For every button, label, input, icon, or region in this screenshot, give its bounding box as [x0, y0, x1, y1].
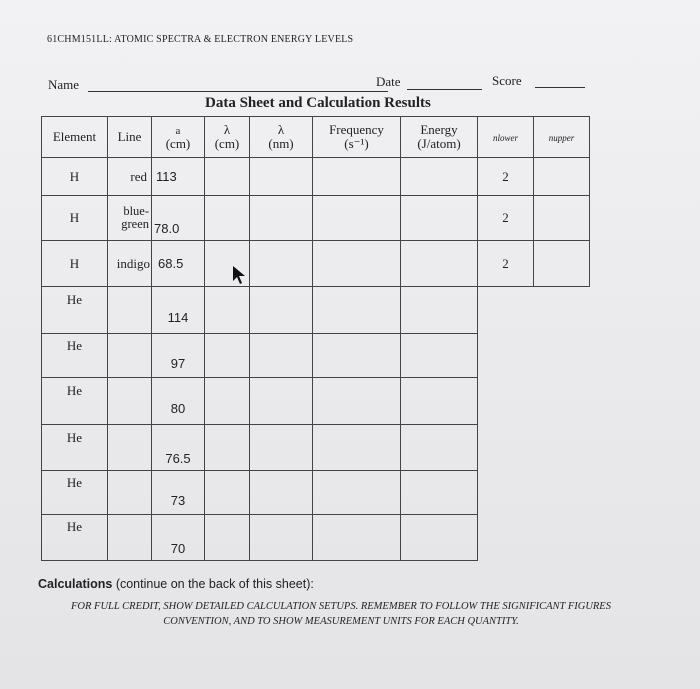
table-row [42, 378, 590, 425]
cell-line [108, 378, 152, 425]
cell-frequency [313, 158, 401, 196]
cell-line: red [108, 158, 152, 196]
cell-a: 73 [152, 471, 205, 515]
cell-a: 78.0 [152, 196, 205, 241]
table-row [42, 334, 590, 378]
cell-lambda-cm [205, 515, 250, 561]
cell-lambda-cm [205, 196, 250, 241]
cell-energy [401, 241, 478, 287]
mouse-pointer-icon [232, 265, 248, 285]
cell-a: 80 [152, 378, 205, 425]
col-a: a (cm) [152, 117, 205, 158]
table-row [42, 196, 590, 241]
cell-element: He [42, 471, 108, 515]
cell-lambda-nm [250, 471, 313, 515]
table-row [42, 515, 590, 561]
cell-lambda-nm [250, 241, 313, 287]
col-line: Line [108, 117, 152, 158]
cell-energy [401, 158, 478, 196]
cell-a: 114 [152, 287, 205, 334]
cell-frequency [313, 287, 401, 334]
table-row [42, 471, 590, 515]
table-row [42, 425, 590, 471]
sheet-title: Data Sheet and Calculation Results [205, 95, 431, 111]
cell-element: H [42, 241, 108, 287]
cell-lambda-nm [250, 425, 313, 471]
cell-lambda-nm [250, 334, 313, 378]
cell-a: 113 [152, 158, 205, 196]
table-row [42, 241, 590, 287]
cell-element: He [42, 378, 108, 425]
score-line [535, 87, 585, 88]
cell-lambda-nm [250, 287, 313, 334]
calculations-paren: (continue on the back of this sheet): [115, 577, 314, 591]
cell-lambda-nm [250, 378, 313, 425]
col-n-lower: nlower [478, 117, 534, 158]
cell-energy [401, 287, 478, 334]
cell-line [108, 425, 152, 471]
calculations-note: FOR FULL CREDIT, SHOW DETAILED CALCULATION SETUPS. REMEMBER TO FOLLOW THE SIGNIFICANT FIGURES CONVENTION, AND TO SHOW MEASUREMENT UNITS FOR EACH QUANTITY. [71, 601, 611, 627]
cell-energy [401, 515, 478, 561]
cell-element: He [42, 425, 108, 471]
header-row [42, 117, 590, 158]
data-table [41, 116, 590, 561]
calculations-label: Calculations [38, 577, 113, 591]
name-label: Name [48, 77, 80, 92]
cell-n-upper [534, 241, 590, 287]
col-n-upper: nupper [534, 117, 590, 158]
name-line [88, 91, 388, 92]
cell-line [108, 287, 152, 334]
cell-n-lower: 2 [478, 241, 534, 287]
cell-lambda-nm [250, 158, 313, 196]
cell-element: H [42, 158, 108, 196]
cell-energy [401, 196, 478, 241]
cell-element: H [42, 196, 108, 241]
cell-energy [401, 471, 478, 515]
col-lambda-cm: λ (cm) [205, 117, 250, 158]
cell-a: 70 [152, 515, 205, 561]
cell-line [108, 515, 152, 561]
cell-frequency [313, 334, 401, 378]
col-energy: Energy (J/atom) [401, 117, 478, 158]
cell-a: 97 [152, 334, 205, 378]
cell-frequency [313, 515, 401, 561]
cell-line [108, 471, 152, 515]
cell-element: He [42, 287, 108, 334]
cell-lambda-nm [250, 196, 313, 241]
cell-frequency [313, 425, 401, 471]
cell-a: 68.5 [152, 241, 205, 287]
cell-line [108, 334, 152, 378]
cell-lambda-cm [205, 287, 250, 334]
col-lambda-nm: λ (nm) [250, 117, 313, 158]
date-label: Date [376, 74, 401, 89]
cell-n-lower: 2 [478, 158, 534, 196]
cell-a: 76.5 [152, 425, 205, 471]
cell-lambda-cm [205, 425, 250, 471]
table-row [42, 287, 590, 334]
cell-frequency [313, 378, 401, 425]
cell-lambda-cm [205, 334, 250, 378]
col-frequency: Frequency (s⁻¹) [313, 117, 401, 158]
table-row [42, 158, 590, 196]
date-line [407, 89, 482, 90]
cell-element: He [42, 334, 108, 378]
col-element: Element [42, 117, 108, 158]
cell-n-upper [534, 158, 590, 196]
cell-element: He [42, 515, 108, 561]
cell-frequency [313, 241, 401, 287]
cell-n-upper [534, 196, 590, 241]
cell-lambda-cm [205, 378, 250, 425]
cell-frequency [313, 471, 401, 515]
score-label: Score [492, 73, 522, 88]
cell-lambda-nm [250, 515, 313, 561]
cell-energy [401, 425, 478, 471]
cell-frequency [313, 196, 401, 241]
course-heading: 61CHM151LL: ATOMIC SPECTRA & ELECTRON ENERGY LEVELS [47, 34, 354, 45]
cell-line: indigo [108, 241, 152, 287]
cell-lambda-cm [205, 158, 250, 196]
cell-line: blue-green [108, 196, 152, 241]
cell-n-lower: 2 [478, 196, 534, 241]
calculations-heading [38, 577, 314, 591]
cell-energy [401, 334, 478, 378]
cell-lambda-cm [205, 471, 250, 515]
cell-energy [401, 378, 478, 425]
